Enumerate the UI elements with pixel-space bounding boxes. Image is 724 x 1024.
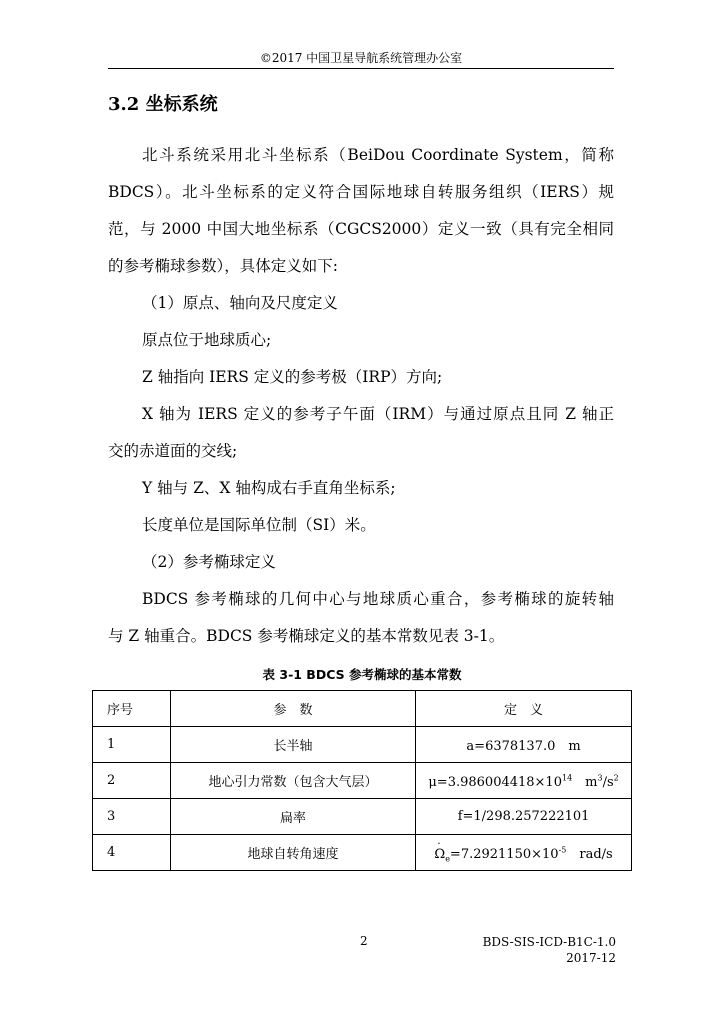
def-main: μ=3.986004418×10	[428, 775, 562, 790]
ellipsoid-line-2: 与 Z 轴重合。BDCS 参考椭球定义的基本常数见表 3-1。	[108, 627, 505, 645]
section-title: 3.2 坐标系统	[108, 94, 218, 115]
row-param: 地心引力常数（包含大气层）	[170, 763, 415, 799]
table-row	[93, 835, 632, 871]
row-index: 4	[93, 835, 171, 871]
row-def	[416, 763, 632, 799]
document-date: 2017-12	[566, 951, 616, 965]
page-header	[108, 50, 614, 69]
constants-table	[92, 690, 632, 871]
ellipsoid-line-1: BDCS 参考椭球的几何中心与地球质心重合，参考椭球的旋转轴	[142, 590, 614, 608]
row-index: 1	[93, 727, 171, 763]
x-axis-line-1: X 轴为 IERS 定义的参考子午面（IRM）与通过原点且同 Z 轴正	[142, 405, 614, 423]
header-text: ©2017 中国卫星导航系统管理办公室	[259, 51, 463, 65]
def-unit: rad/s	[566, 847, 613, 862]
table-row	[93, 799, 632, 835]
def-subscript: e	[445, 854, 450, 864]
intro-line-2: BDCS）。北斗坐标系的定义符合国际地球自转服务组织（IERS）规	[108, 183, 614, 201]
row-param: 地球自转角速度	[170, 835, 415, 871]
def-exponent: -5	[558, 845, 567, 855]
document-id: BDS-SIS-ICD-B1C-1.0	[482, 935, 616, 949]
header-param: 参 数	[170, 691, 415, 727]
length-unit-definition: 长度单位是国际单位制（SI）米。	[142, 516, 376, 534]
omega-letter: Ω	[434, 847, 446, 862]
row-def: f=1/298.257222101	[416, 799, 632, 835]
page-number: 2	[360, 934, 368, 948]
x-axis-line-2: 交的赤道面的交线;	[108, 442, 238, 460]
z-axis-definition: Z 轴指向 IERS 定义的参考极（IRP）方向;	[142, 368, 443, 386]
row-param: 长半轴	[170, 727, 415, 763]
table-row	[93, 763, 632, 799]
origin-definition: 原点位于地球质心;	[142, 331, 272, 349]
omega-dot: ·	[437, 839, 441, 850]
intro-line-1: 北斗系统采用北斗坐标系（BeiDou Coordinate System，简称	[142, 146, 614, 164]
y-axis-definition: Y 轴与 Z、X 轴构成右手直角坐标系;	[142, 479, 396, 497]
row-def	[416, 835, 632, 871]
header-index: 序号	[93, 691, 171, 727]
def-exponent: 14	[561, 773, 573, 783]
def-unit2: /s	[602, 775, 614, 790]
subsection-2-title: （2）参考椭球定义	[142, 553, 276, 571]
table-caption: 表 3-1 BDCS 参考椭球的基本常数	[262, 667, 462, 682]
intro-paragraph	[108, 137, 614, 655]
row-param: 扁率	[170, 799, 415, 835]
row-index: 2	[93, 763, 171, 799]
intro-line-3: 范，与 2000 中国大地坐标系（CGCS2000）定义一致（具有完全相同	[108, 220, 614, 238]
table-row	[93, 727, 632, 763]
row-def: a=6378137.0 m	[416, 727, 632, 763]
def-unit-exponent: 3	[597, 773, 603, 783]
intro-line-4: 的参考椭球参数），具体定义如下:	[108, 257, 338, 275]
document-id-block	[483, 934, 616, 966]
header-def: 定 义	[416, 691, 632, 727]
subsection-1-title: （1）原点、轴向及尺度定义	[142, 294, 338, 312]
omega-symbol	[434, 839, 446, 862]
def-unit2-exponent: 2	[613, 773, 619, 783]
def-unit: m	[572, 775, 598, 790]
row-index: 3	[93, 799, 171, 835]
def-main: =7.2921150×10	[449, 847, 559, 862]
table-header-row	[93, 691, 632, 727]
